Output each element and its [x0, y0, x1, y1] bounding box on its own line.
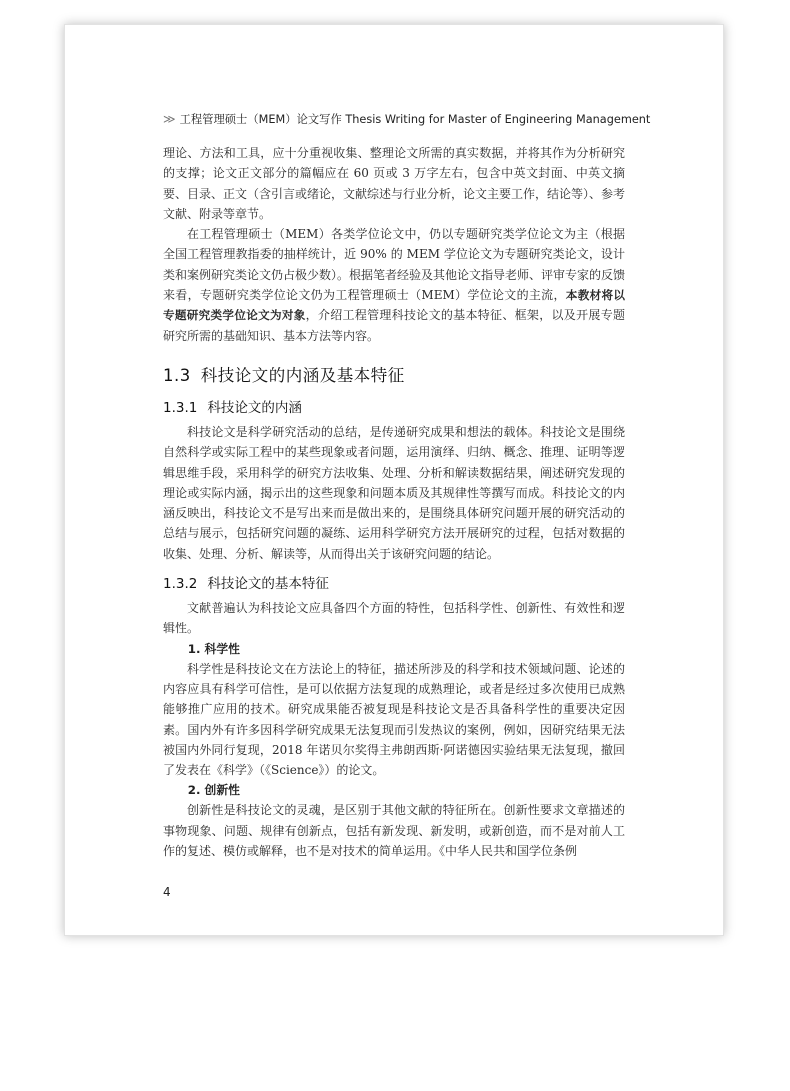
- book-page: [64, 24, 724, 936]
- page-number: 4: [163, 885, 171, 899]
- double-chevron-icon: ≫: [163, 112, 176, 126]
- page-content: [163, 143, 625, 861]
- subsection-heading-1-3-1: [163, 396, 625, 416]
- running-header: [163, 111, 723, 127]
- paragraph-scientific: 科学性是科技论文在方法论上的特征，描述所涉及的科学和技术领域问题、论述的内容应具有科学可信性，是可以依据方法复现的成熟理论，或者是经过多次使用已成熟能够推广应用的技术。研究成果能否被复现是科技论文是否具备科学性的重要决定因素。国内外有许多因科学研究成果无法复现而引发热议的案例，例如，因研究结果无法被国内外同行复现，2018 年诺贝尔奖得主弗朗西斯·阿诺德因实验结果无法复现，撤回了发表在《科学》（《Science》）的论文。: [163, 661, 625, 778]
- item-heading-innovation: 2. 创新性: [187, 783, 240, 798]
- item-heading-scientific: 1. 科学性: [187, 641, 240, 656]
- subsection-title: 科技论文的内涵: [207, 399, 302, 416]
- paragraph-text-b: ，介绍工程管理科技论文的基本特征、框架，以及开展专题研究所需的基础知识、基本方法等内容。: [163, 308, 625, 343]
- subsection-number: 1.3.1: [163, 399, 198, 416]
- paragraph-intro: 文献普遍认为科技论文应具备四个方面的特性，包括科学性、创新性、有效性和逻辑性。: [163, 601, 625, 636]
- subsection-heading-1-3-2: [163, 572, 625, 592]
- paragraph-mem-types: [163, 224, 625, 346]
- bold-emphasis: 本教材将以专题研究类学位论文为对象: [163, 288, 625, 323]
- paragraph-innovation: 创新性是科技论文的灵魂，是区别于其他文献的特征所在。创新性要求文章描述的事物现象、问题、规律有创新点，包括有新发现、新发明，或新创造，而不是对前人工作的复述、模仿或解释，也不是对技术的简单运用。《中华人民共和国学位条例: [163, 803, 625, 859]
- subsection-title: 科技论文的基本特征: [207, 576, 329, 593]
- section-title: 科技论文的内涵及基本特征: [200, 365, 405, 385]
- paragraph-continued: 理论、方法和工具，应十分重视收集、整理论文所需的真实数据，并将其作为分析研究的支撑；论文正文部分的篇幅应在 60 页或 3 万字左右，包含中英文封面、中英文摘要、目录、正文（含引言或绪论，文献综述与行业分析，论文主要工作，结论等）、参考文献、附录等章节。: [163, 146, 626, 221]
- section-number: 1.3: [163, 365, 191, 385]
- section-heading-1-3: [163, 362, 625, 386]
- subsection-number: 1.3.2: [163, 576, 198, 593]
- paragraph-text-a: 在工程管理硕士（MEM）各类学位论文中，仍以专题研究类学位论文为主（根据全国工程管理教指委的抽样统计，近 90% 的 MEM 学位论文为专题研究类论文，设计类和案例研究类论文仍占极少数）。根据笔者经验及其他论文指导老师、评审专家的反馈来看，专题研究类学位论文仍为工程管理硕士（MEM）学位论文的主流，: [163, 227, 626, 303]
- header-title: 工程管理硕士（MEM）论文写作 Thesis Writing for Master of Engineering Management: [179, 113, 651, 126]
- paragraph-connotation: 科技论文是科学研究活动的总结，是传递研究成果和想法的载体。科技论文是围绕自然科学或实际工程中的某些现象或者问题，运用演绎、归纳、概念、推理、证明等逻辑思维手段，采用科学的研究方法收集、处理、分析和解读数据结果，阐述研究发现的理论或实际内涵，揭示出的这些现象和问题本质及其规律性等撰写而成。科技论文的内涵反映出，科技论文不是写出来而是做出来的，是围绕具体研究问题开展的研究活动的总结与展示，包括研究问题的凝练、运用科学研究方法开展研究的过程，包括对数据的收集、处理、分析、解读等，从而得出关于该研究问题的结论。: [163, 424, 625, 561]
